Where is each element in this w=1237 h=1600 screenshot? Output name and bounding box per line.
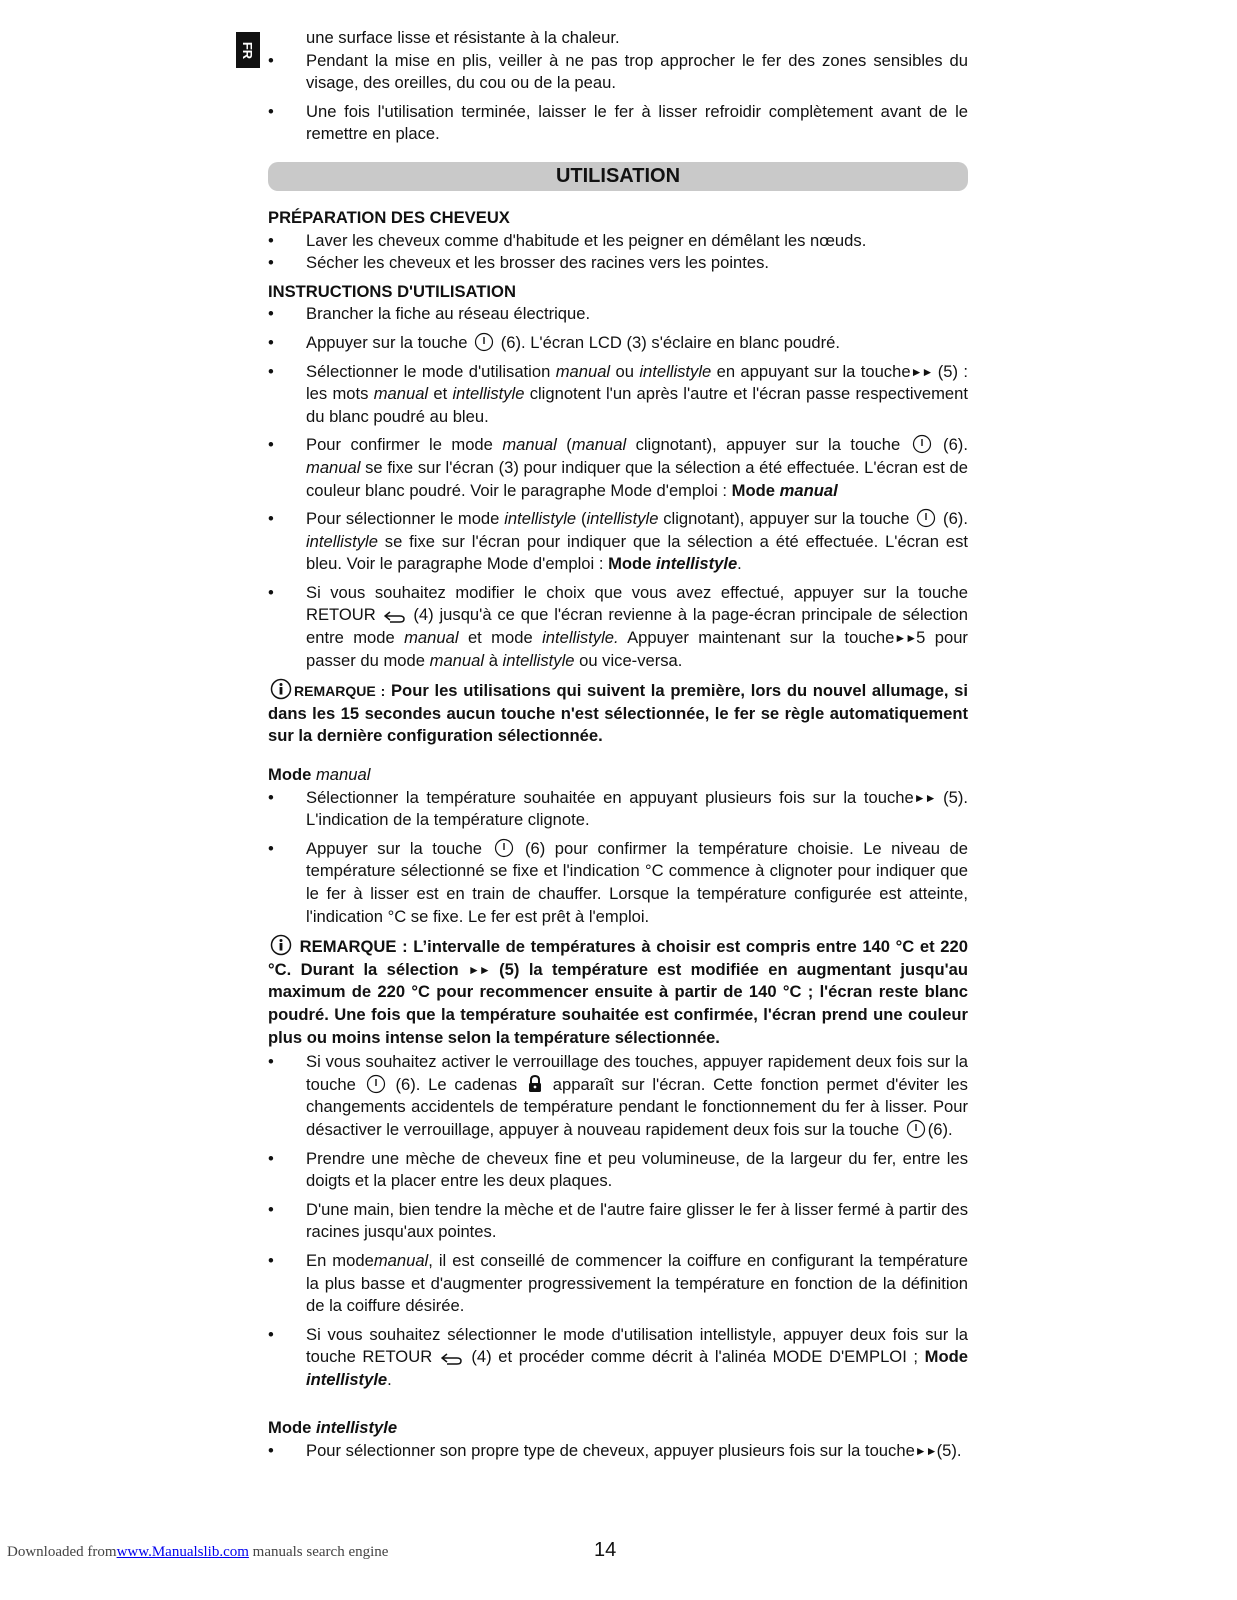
list-item: • Pendant la mise en plis, veiller à ne pas trop approcher le fer des zones sensibles du visage, des oreilles, du cou ou de la peau. [268, 50, 968, 95]
manual-mode-heading: Mode manual [268, 765, 371, 785]
manualslib-link[interactable]: www.Manualslib.com [116, 1544, 249, 1560]
prep-heading: PRÉPARATION DES CHEVEUX [268, 207, 510, 227]
intellistyle-mode-heading: Mode intellistyle [268, 1418, 398, 1438]
info-icon [270, 678, 292, 700]
power-button-icon [906, 1119, 926, 1139]
list-item: • Sécher les cheveux et les brosser des racines vers les pointes. [268, 252, 968, 275]
prep-list [268, 230, 968, 275]
page-content [268, 27, 968, 1469]
list-item: • En modemanual, il est conseillé de commencer la coiffure en configurant la température la plus basse et d'augmenter progressivement la température en fonction de la définition de la coiffure désirée. [268, 1250, 968, 1318]
section-banner [268, 162, 968, 191]
list-item: • Prendre une mèche de cheveux fine et peu volumineuse, de la largeur du fer, entre les doigts et la placer entre les deux plaques. [268, 1148, 968, 1193]
forward-icon: ►► [914, 1444, 937, 1459]
padlock-icon [527, 1074, 543, 1094]
footer-suffix: manuals search engine [252, 1544, 389, 1560]
instructions-list [268, 303, 968, 672]
note-2: REMARQUE : L’intervalle de températures à choisir est compris entre 140 °C et 220 °C. Durant la sélection ►► (5) la température est modifiée en augmentant jusqu'au maximum de 220 °C pour recommencer ensuite à partir de 140 °C ; l'écran reste blanc poudré. Une fois que la température souhaitée est confirmée, l'écran prend une couleur plus ou moins intense selon la température sélectionnée. [268, 934, 968, 1049]
intro-continuation: une surface lisse et résistante à la chaleur. [306, 28, 620, 47]
list-item: • D'une main, bien tendre la mèche et de l'autre faire glisser le fer à lisser fermé à partir des racines jusqu'aux pointes. [268, 1199, 968, 1244]
section-title: UTILISATION [555, 165, 681, 188]
note-1: REMARQUE : Pour les utilisations qui suivent la première, lors du nouvel allumage, si dans les 15 secondes aucun touche n'est sélectionnée, le fer se règle automatiquement sur la dernière configuration sélectionnée. [268, 678, 968, 748]
list-item: • Pour sélectionner le mode intellistyle (intellistyle clignotant), appuyer sur la touche (6). intellistyle se fixe sur l'écran pour indiquer que la sélection a été effectuée. L'écran est bleu. Voir le paragraphe Mode d'emploi : Mode intellistyle. [268, 508, 968, 576]
instructions-heading: INSTRUCTIONS D'UTILISATION [268, 281, 516, 301]
list-item: • Si vous souhaitez modifier le choix que vous avez effectué, appuyer sur la touche RETOUR (4) jusqu'à ce que l'écran revienne à la page-écran principale de sélection entre mode manual et mode intellistyle. Appuyer maintenant sur la touche►►5 pour passer du mode manual à intellistyle ou vice-versa. [268, 582, 968, 672]
list-item: • Appuyer sur la touche (6). L'écran LCD (3) s'éclaire en blanc poudré. [268, 332, 968, 355]
power-button-icon [474, 332, 494, 352]
power-button-icon [912, 434, 932, 454]
language-tab [236, 32, 260, 68]
list-item: • Une fois l'utilisation terminée, laisser le fer à lisser refroidir complètement avant de le remettre en place. [268, 101, 968, 146]
list-item: • Laver les cheveux comme d'habitude et les peigner en démêlant les nœuds. [268, 230, 968, 253]
download-footer [7, 1544, 388, 1561]
power-button-icon [916, 508, 936, 528]
list-item: • Brancher la fiche au réseau électrique. [268, 303, 968, 326]
return-arrow-icon [441, 1352, 463, 1366]
list-item: • Sélectionner le mode d'utilisation manual ou intellistyle en appuyant sur la touche►► (5) : les mots manual et intellistyle clignotent l'un après l'autre et l'écran passe respectivement du blanc poudré au bleu. [268, 361, 968, 429]
power-button-icon [494, 838, 514, 858]
list-item: • Pour confirmer le mode manual (manual clignotant), appuyer sur la touche (6). manual se fixe sur l'écran (3) pour indiquer que la sélection a été effectuée. L'écran est de couleur blanc poudré. Voir le paragraphe Mode d'emploi : Mode manual [268, 434, 968, 502]
usage-list [268, 1051, 968, 1391]
list-item: • Si vous souhaitez activer le verrouillage des touches, appuyer rapidement deux fois sur la touche (6). Le cadenas apparaît sur l'écran. Cette fonction permet d'éviter les changements accidentels de température pendant le fonctionnement du fer à lisser. Pour désactiver le verrouillage, appuyer à nouveau rapidement deux fois sur la touche (6). [268, 1051, 968, 1141]
forward-icon: ►► [468, 962, 490, 977]
list-item: • Si vous souhaitez sélectionner le mode d'utilisation intellistyle, appuyer deux fois sur la touche RETOUR (4) et procéder comme décrit à l'alinéa MODE D'EMPLOI ; Mode intellistyle. [268, 1324, 968, 1392]
page-number: 14 [594, 1539, 617, 1561]
power-button-icon [366, 1074, 386, 1094]
language-tab-label: FR [240, 41, 256, 59]
footer-prefix: Downloaded from [7, 1544, 117, 1560]
info-icon [270, 934, 292, 956]
list-item: • Sélectionner la température souhaitée en appuyant plusieurs fois sur la touche►► (5). L'indication de la température clignote. [268, 787, 968, 832]
intellistyle-mode-list [268, 1440, 968, 1463]
manual-mode-list [268, 787, 968, 929]
forward-icon: ►► [910, 364, 933, 379]
forward-icon: ►► [894, 631, 917, 646]
forward-icon: ►► [913, 790, 936, 805]
intro-list [268, 50, 968, 146]
return-arrow-icon [384, 610, 406, 624]
list-item: • Appuyer sur la touche (6) pour confirmer la température choisie. Le niveau de température sélectionné se fixe et l'indication °C commence à clignoter pour indiquer que le fer à lisser est en train de chauffer. Lorsque la température configurée est atteinte, l'indication °C se fixe. Le fer est prêt à l'emploi. [268, 838, 968, 928]
list-item: • Pour sélectionner son propre type de cheveux, appuyer plusieurs fois sur la touche►►(5). [268, 1440, 968, 1463]
